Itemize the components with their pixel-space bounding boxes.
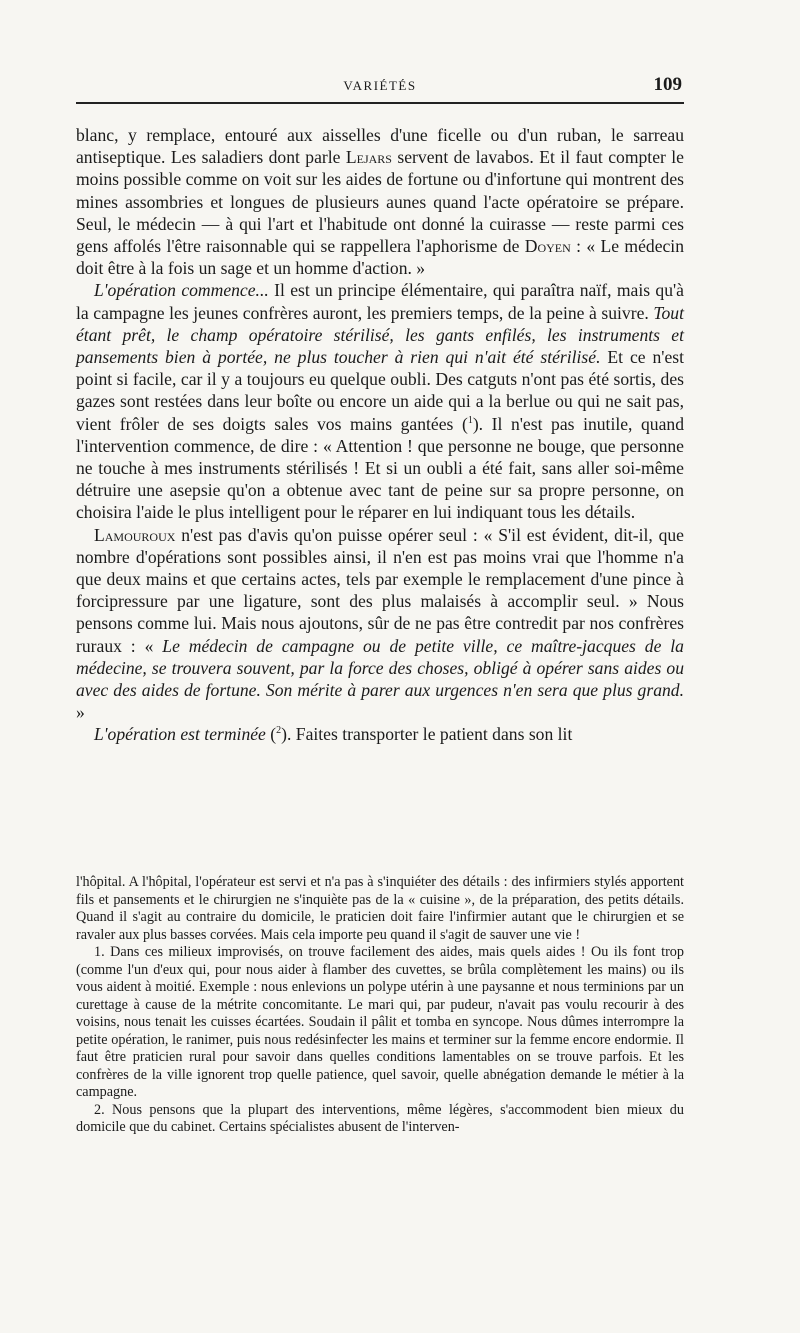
footnote-ref: 2 bbox=[276, 725, 282, 737]
footnote-2: 2. Nous pensons que la plupart des interventions, même légères, s'accommodent bien mieux du domicile que du cabinet. Certains spécialistes abusent de l'interven- bbox=[76, 1101, 684, 1135]
paragraph-1 bbox=[76, 124, 684, 279]
italic-run: Le médecin de campagne ou de petite ville, ce maître-jacques de la médecine, se trouvera souvent, par la force des choses, obligé à opérer sans aides ou avec des aides de fortune. Son mérite à parer aux urgences n'en sera que plus grand. bbox=[76, 635, 684, 701]
page-header bbox=[76, 72, 684, 98]
footnote-continuation: l'hôpital. A l'hôpital, l'opérateur est servi et n'a pas à s'inquiéter des détails : des infirmiers stylés apportent fils et pansements et le chirurgien ne s'inquiète pas de la « cuisine », de la préparation, des petits détails. Quand il s'agit au contraire du domicile, le praticien doit faire l'infirmier autant que le chirurgien et se ravaler aux plus basses corvées. Mais cela importe peu quand il s'agit de sauver une vie ! bbox=[76, 874, 684, 943]
text-run: ( bbox=[265, 724, 277, 745]
header-rule bbox=[76, 102, 684, 104]
text-run: Il est un principe élémentaire, qui paraîtra naïf, mais qu'à la campagne les jeunes confrères auront, les premiers temps, de la peine à suivre. bbox=[76, 280, 684, 323]
text-run: » bbox=[76, 702, 85, 723]
italic-run: L'opération commence... bbox=[94, 280, 269, 301]
author-name: Lejars bbox=[345, 147, 392, 168]
author-name: Doyen bbox=[524, 236, 571, 257]
paragraph-3 bbox=[76, 524, 684, 724]
footnote-1: 1. Dans ces milieux improvisés, on trouve facilement des aides, mais quels aides ! Ou ils font trop (comme l'un d'eux qui, pour nous aider à flamber des cuvettes, se brûla complètement les mains) ou ils vous aident à moitié. Exemple : nous enlevions un polype utérin à une paysanne et nous terminions par un curettage à cause de la métrite concomitante. Le mari qui, par pudeur, n'avait pas voulu recourir à des voisins, nous tenait les cuisses écartées. Soudain il pâlit et tomba en syncope. Nous dûmes interrompre la petite opération, le ranimer, puis nous redésinfecter les mains et terminer sur la femme encore endormie. Il faut être praticien rural pour savoir dans quelles conditions lamentables on se trouve parfois. Et les confrères de la ville ignorent trop quelle patience, quel savoir, quelle abnégation demande le métier à la campagne. bbox=[76, 944, 684, 1100]
italic-run: Tout étant prêt, le champ opératoire stérilisé, les gants enfilés, les instruments et pansements bien à portée, ne plus toucher à rien qui n'ait été stérilisé. bbox=[76, 302, 684, 368]
text-run: n'est pas d'avis qu'on puisse opérer seul : « S'il est évident, dit-il, que nombre d'opérations sont possibles ainsi, il n'en est pas moins vrai que l'homme n'a que deux mains et que certains actes, tels par exemple le remplacement d'une pince à forcipressure par une ligature, sont des plus malaisés à accomplir seul. » Nous pensons comme lui. Mais nous ajoutons, sûr de ne pas être contredit par nos confrères ruraux : « bbox=[76, 524, 684, 656]
paragraph-4 bbox=[76, 723, 684, 745]
text-run: blanc, y remplace, entouré aux aisselles d'une ficelle ou d'un ruban, le sarreau antiseptique. Les saladiers dont parle bbox=[76, 125, 684, 168]
italic-run: L'opération est terminée bbox=[94, 724, 266, 745]
text-run: Et ce n'est point si facile, car il y a toujours eu quelque oubli. Des catguts n'ont pas été sortis, des gazes sont restées dans leur boîte ou encore un aide qui a la berlue ou qui ne sait pas, vient frôler de ses doigts sales vos mains gantées ( bbox=[76, 347, 684, 434]
footnote-ref: 1 bbox=[467, 414, 473, 426]
text-run: ). Faites transporter le patient dans son lit bbox=[281, 724, 573, 745]
page-number: 109 bbox=[653, 74, 682, 95]
paragraph-2 bbox=[76, 279, 684, 523]
body-text bbox=[76, 124, 684, 746]
text-run: servent de lavabos. Et il faut compter le moins possible comme on voit sur les aides de fortune ou d'infortune qui montrent des mines assombries et longues de plusieurs aunes quand l'acte opératoire se prépare. Seul, le médecin — à qui l'art et l'habitude ont donné la cuirasse — reste parmi ces gens affolés l'être raisonnable qui se rappellera l'aphorisme de bbox=[76, 147, 684, 257]
author-name: Lamouroux bbox=[94, 524, 176, 545]
text-run: : « Le médecin doit être à la fois un sage et un homme d'action. » bbox=[76, 236, 684, 279]
text-run: ). Il n'est pas inutile, quand l'intervention commence, de dire : « Attention ! que personne ne bouge, que personne ne touche à mes instruments stérilisés ! Et si un oubli a été fait, sans aller soi-même détruire une asepsie qu'on a obtenue avec tant de peine sur sa propre personne, on choisira l'aide le plus intelligent pour le réparer en lui indiquant tous les détails. bbox=[76, 413, 684, 523]
footnotes bbox=[76, 874, 684, 1137]
running-head: VARIÉTÉS bbox=[343, 78, 417, 93]
